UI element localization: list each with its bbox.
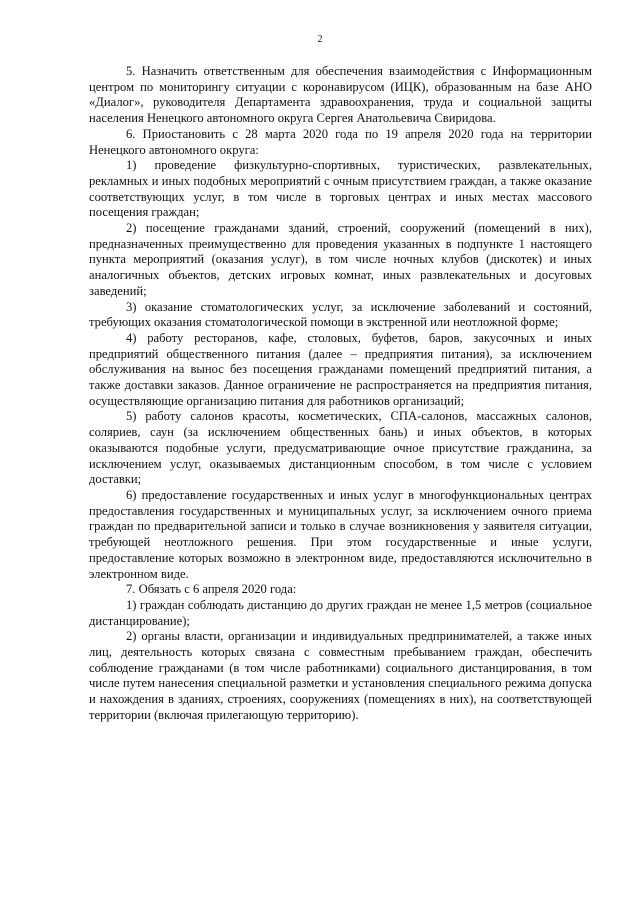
subparagraph-7-1: 1) граждан соблюдать дистанцию до других граждан не менее 1,5 метров (социальное дистанцирование); <box>89 597 592 628</box>
paragraph-item-5: 5. Назначить ответственным для обеспечения взаимодействия с Информационным центром по мониторингу ситуации с коронавирусом (ИЦК), образованным на базе АНО «Диалог», руководителя Департамента здравоохранения, труда и социальной защиты населения Ненецкого автономного округа Сергея Анатольевича Свиридова. <box>89 64 592 126</box>
document-body <box>89 64 592 724</box>
subparagraph-6-1: 1) проведение физкультурно-спортивных, туристических, развлекательных, рекламных и иных подобных мероприятий с очным присутствием граждан, а также оказание соответствующих услуг, в том числе в торговых центрах и иных местах массового посещения граждан; <box>89 158 592 220</box>
subparagraph-6-4: 4) работу ресторанов, кафе, столовых, буфетов, баров, закусочных и иных предприятий общественного питания (далее – предприятия питания), за исключением обслуживания на вынос без посещения гражданами помещений предприятий питания, а также доставки заказов. Данное ограничение не распространяется на предприятия питания, осуществляющие организацию питания для работников организаций; <box>89 330 592 408</box>
paragraph-item-6: 6. Приостановить с 28 марта 2020 года по 19 апреля 2020 года на территории Ненецкого автономного округа: <box>89 126 592 157</box>
subparagraph-6-5: 5) работу салонов красоты, косметических, СПА-салонов, массажных салонов, соляриев, саун (за исключением общественных бань) и иных объектов, в которых оказываются подобные услуги, предусматривающие очное присутствие гражданина, за исключением услуг, оказываемых дистанционным способом, в том числе с условием доставки; <box>89 409 592 487</box>
subparagraph-6-6: 6) предоставление государственных и иных услуг в многофункциональных центрах предоставления государственных и муниципальных услуг, за исключением очного приема граждан по предварительной записи и только в случае возникновения у заявителя ситуации, требующей неотложного решения. При этом государственные и иные услуги, предоставление которых возможно в электронном виде, предоставляются исключительно в электронном виде. <box>89 487 592 581</box>
subparagraph-6-3: 3) оказание стоматологических услуг, за исключение заболеваний и состояний, требующих оказания стоматологической помощи в экстренной или неотложной форме; <box>89 299 592 330</box>
page-number: 2 <box>317 34 323 45</box>
subparagraph-7-2: 2) органы власти, организации и индивидуальных предпринимателей, а также иных лиц, деятельность которых связана с совместным пребыванием граждан, обеспечить соблюдение гражданами (в том числе работниками) социального дистанцирования, в том числе путем нанесения специальной разметки и установления специального режима допуска и нахождения в зданиях, строениях, сооружениях (помещениях в них), на соответствующей территории (включая прилегающую территорию). <box>89 629 592 722</box>
paragraph-item-7: 7. Обязать с 6 апреля 2020 года: <box>126 582 297 597</box>
subparagraph-6-2: 2) посещение гражданами зданий, строений, сооружений (помещений в них), предназначенных преимущественно для проведения указанных в подпункте 1 настоящего пункта мероприятий (оказания услуг), в том числе ночных клубов (дискотек) и иных аналогичных объектов, детских игровых комнат, иных развлекательных и досуговых заведений; <box>89 221 592 298</box>
